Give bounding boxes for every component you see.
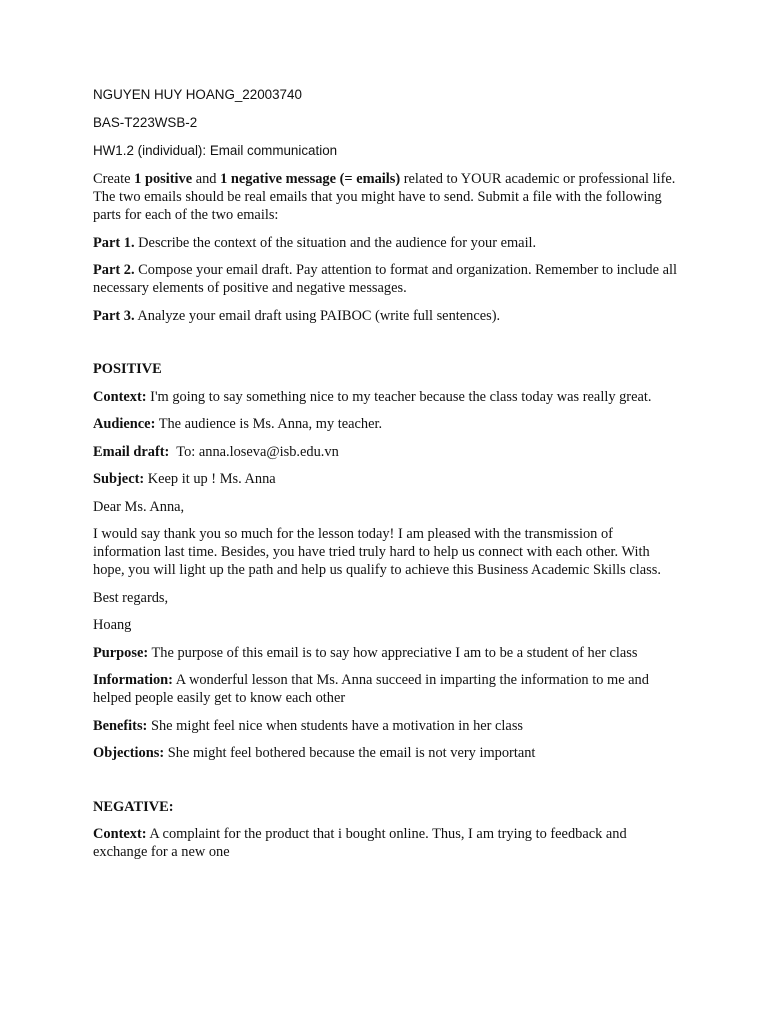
part-1-label: Part 1. [93, 234, 135, 251]
intro-bold-negative: 1 negative message (= emails) [220, 171, 401, 187]
intro-text-3: related to YOUR academic or professional life. The two emails should be real emails that you might have to send. Submit a file with the following parts for each of the two emails: [93, 171, 676, 223]
positive-subject [93, 470, 683, 488]
email-body: I would say thank you so much for the lesson today! I am pleased with the transmission of information last time. Besides, you have tried truly hard to help us connect with each other. With hope, you will light up the path and help us qualify to achieve this Business Academic Skills class. [93, 526, 661, 578]
purpose-label: Purpose: [93, 644, 149, 661]
part-3-text: Analyze your email draft using PAIBOC (write full sentences). [134, 307, 501, 324]
part-3 [93, 307, 683, 325]
objections-label: Objections: [93, 745, 165, 761]
intro-text-1: Create [93, 171, 135, 187]
positive-purpose [93, 644, 683, 662]
intro-bold-positive: 1 positive [134, 171, 193, 187]
benefits-label: Benefits: [93, 717, 148, 734]
negative-heading: NEGATIVE: [93, 798, 174, 815]
part-1-text: Describe the context of the situation and the audience for your email. [134, 234, 537, 251]
positive-audience-text: The audience is Ms. Anna, my teacher. [155, 416, 383, 432]
subject-label: Subject: [93, 471, 145, 487]
subject-text: Keep it up ! Ms. Anna [144, 471, 276, 487]
positive-context-text: I'm going to say something nice to my teacher because the class today was really great. [146, 388, 652, 405]
email-draft-label: Email draft: [93, 443, 170, 460]
email-to-address: To: anna.loseva@isb.edu.vn [169, 443, 339, 460]
positive-heading: POSITIVE [93, 361, 162, 377]
spacer [93, 334, 683, 360]
email-signature: Hoang [93, 617, 132, 633]
part-3-label: Part 3. [93, 307, 135, 324]
information-text: A wonderful lesson that Ms. Anna succeed in imparting the information to me and helped people easily get to know each other [93, 672, 649, 706]
positive-information [93, 671, 683, 707]
benefits-text: She might feel nice when students have a motivation in her class [147, 717, 524, 734]
positive-context-label: Context: [93, 388, 147, 405]
email-greeting: Dear Ms. Anna, [93, 498, 185, 515]
instructions-intro [93, 170, 683, 224]
positive-benefits [93, 717, 683, 735]
objections-text: She might feel bothered because the email is not very important [164, 745, 536, 761]
information-label: Information: [93, 672, 173, 688]
purpose-text: The purpose of this email is to say how appreciative I am to be a student of her class [148, 644, 638, 661]
positive-audience [93, 415, 683, 433]
intro-text-2: and [192, 171, 221, 187]
part-2-label: Part 2. [93, 262, 135, 278]
positive-email-draft [93, 443, 683, 461]
negative-context [93, 825, 683, 861]
document-page [93, 86, 683, 871]
student-name: NGUYEN HUY HOANG_22003740 [93, 87, 302, 102]
part-1 [93, 234, 683, 252]
negative-context-label: Context: [93, 826, 147, 842]
part-2-text: Compose your email draft. Pay attention to format and organization. Remember to include all necessary elements of positive and negative messages. [93, 262, 678, 296]
assignment-title: HW1.2 (individual): Email communication [93, 143, 338, 158]
positive-audience-label: Audience: [93, 416, 156, 432]
email-closing: Best regards, [93, 589, 169, 606]
spacer [93, 772, 683, 798]
positive-objections [93, 744, 683, 762]
part-2 [93, 261, 683, 297]
positive-context [93, 388, 683, 406]
course-code: BAS-T223WSB-2 [93, 115, 198, 130]
negative-context-text: A complaint for the product that i bought online. Thus, I am trying to feedback and exchange for a new one [93, 826, 627, 860]
